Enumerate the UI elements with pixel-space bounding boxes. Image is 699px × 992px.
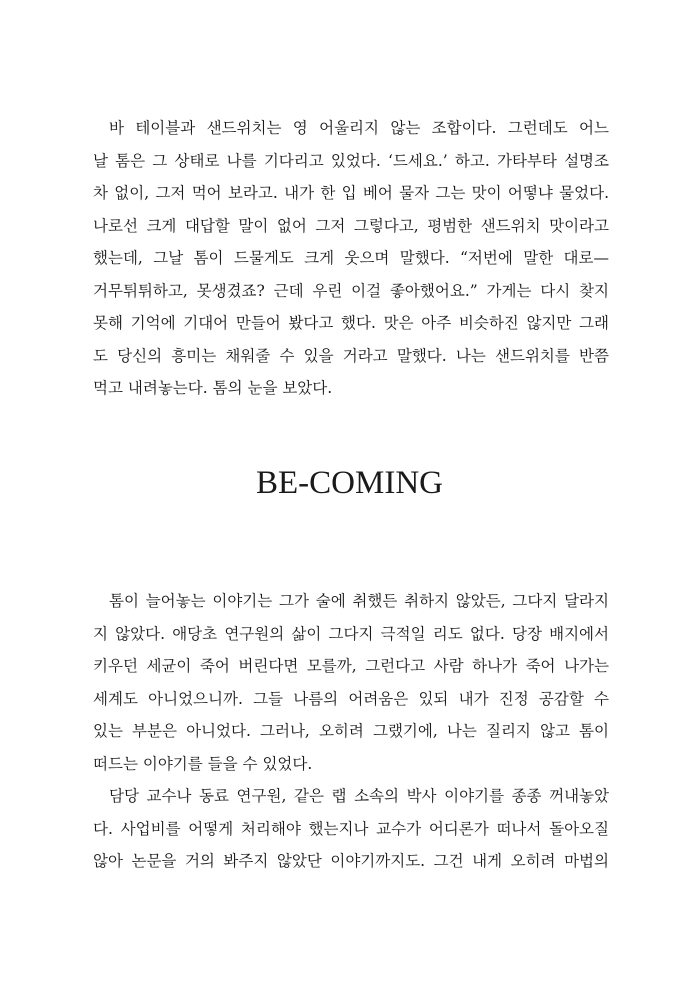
text-line: 톰이 늘어놓는 이야기는 그가 술에 취했든 취하지 않았든, 그다지 달라지 [109, 592, 609, 610]
section-heading: BE-COMING [256, 465, 443, 501]
paragraph-before-heading [93, 112, 609, 405]
text-line: 나로선 크게 대답할 말이 없어 그저 그렇다고, 평범한 샌드위치 맛이라고 [93, 216, 609, 235]
text-line: 떠드는 이야기를 들을 수 있었다. [93, 754, 313, 773]
text-line: 다. 사업비를 어떻게 처리해야 했는지나 교수가 어디론가 떠나서 돌아오질 [93, 819, 609, 838]
text-line: 먹고 내려놓는다. 톰의 눈을 보았다. [93, 379, 333, 397]
text-line: 세계도 아니었으니까. 그들 나름의 어려움은 있되 내가 진정 공감할 수 [93, 689, 609, 708]
text-line: 차 없이, 그저 먹어 보라고. 내가 한 입 베어 물자 그는 맛이 어떻냐 물었다. [93, 184, 609, 202]
text-line: 바 테이블과 샌드위치는 영 어울리지 않는 조합이다. 그런데도 어느 [109, 119, 609, 137]
text-line: 했는데, 그날 톰이 드물게도 크게 웃으며 말했다. “저번에 말한 대로— [93, 249, 609, 267]
text-line: 키우던 세균이 죽어 버린다면 모를까, 그런다고 사람 하나가 죽어 나가는 [93, 657, 609, 675]
text-line: 지 않았다. 애당초 연구원의 삶이 그다지 극적일 리도 없다. 당장 배지에서 [93, 624, 609, 643]
text-line: 못해 기억에 기대어 만들어 봤다고 했다. 맛은 아주 비슷하진 않지만 그래 [93, 314, 609, 332]
text-line: 날 톰은 그 상태로 나를 기다리고 있었다. ‘드세요.’ 하고. 가타부타 설명조 [93, 151, 609, 170]
text-line: 담당 교수나 동료 연구원, 같은 랩 소속의 박사 이야기를 종종 꺼내놓았 [109, 787, 609, 805]
paragraph-after-heading [93, 585, 609, 878]
text-line: 거무튀튀하고, 못생겼죠? 근데 우린 이걸 좋아했어요.” 가게는 다시 찾지 [93, 281, 609, 300]
text-line: 있는 부분은 아니었다. 그러나, 오히려 그랬기에, 나는 질리지 않고 톰이 [93, 722, 609, 740]
text-line: 않아 논문을 거의 봐주지 않았단 이야기까지도. 그건 내게 오히려 마법의 [93, 852, 609, 870]
text-line: 도 당신의 흥미는 채워줄 수 있을 거라고 말했다. 나는 샌드위치를 반쯤 [93, 346, 609, 365]
